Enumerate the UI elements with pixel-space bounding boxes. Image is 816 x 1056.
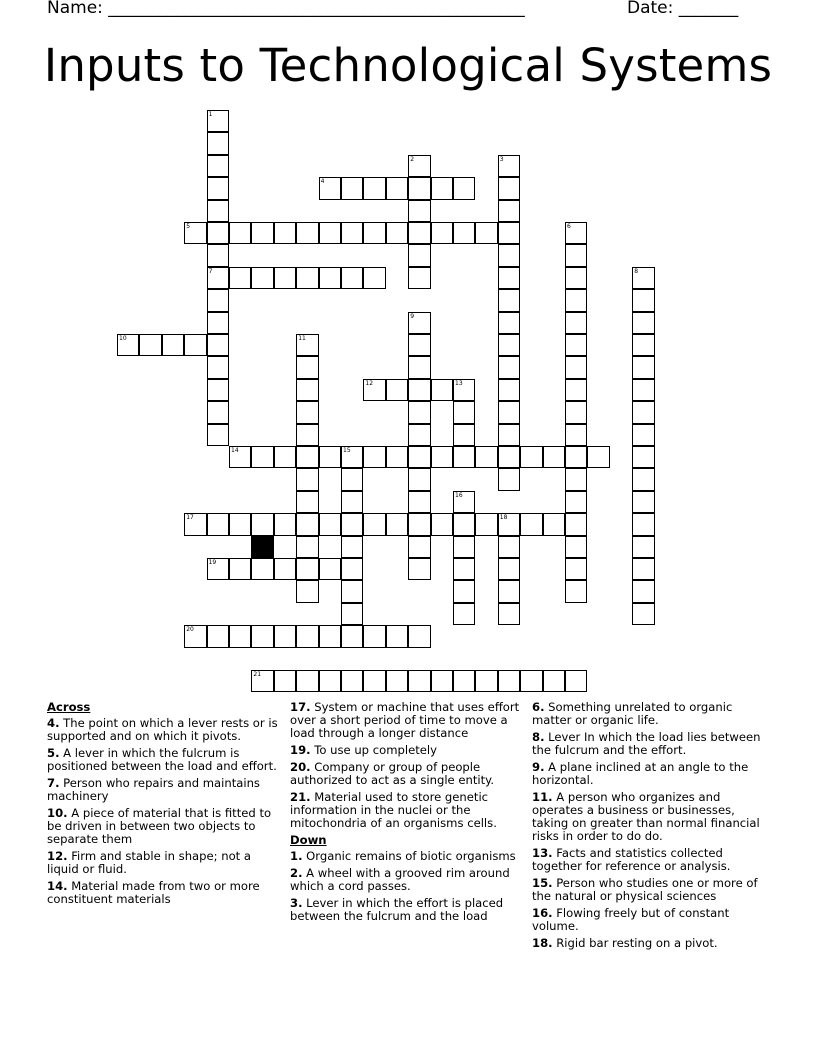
grid-cell[interactable] xyxy=(296,513,318,535)
shaded-cell xyxy=(251,536,273,558)
grid-cell[interactable] xyxy=(184,222,206,244)
grid-cell[interactable] xyxy=(207,200,229,222)
grid-cell[interactable] xyxy=(207,401,229,423)
down-clue xyxy=(290,850,526,863)
grid-cell[interactable] xyxy=(453,379,475,401)
grid-cell[interactable] xyxy=(408,625,430,647)
down-heading: Down xyxy=(290,833,327,847)
grid-cell[interactable] xyxy=(408,312,430,334)
grid-cell[interactable] xyxy=(475,446,497,468)
clue-text: Company or group of people authorized to act as a single entity. xyxy=(290,760,495,787)
grid-cell[interactable] xyxy=(251,446,273,468)
grid-cell[interactable] xyxy=(296,446,318,468)
grid-cell[interactable] xyxy=(453,401,475,423)
grid-cell[interactable] xyxy=(229,625,251,647)
grid-cell[interactable] xyxy=(453,536,475,558)
grid-cell[interactable] xyxy=(543,670,565,692)
clue-number: 3. xyxy=(290,896,303,910)
grid-cell[interactable] xyxy=(296,424,318,446)
cell-number: 9 xyxy=(410,312,415,320)
down-clue xyxy=(290,897,526,923)
across-clue xyxy=(47,777,281,803)
grid-cell[interactable] xyxy=(565,446,587,468)
grid-cell[interactable] xyxy=(408,222,430,244)
grid-cell[interactable] xyxy=(341,468,363,490)
cell-number: 7 xyxy=(208,267,213,275)
grid-cell[interactable] xyxy=(453,603,475,625)
grid-cell[interactable] xyxy=(408,424,430,446)
across-clue xyxy=(47,880,281,906)
cell-number: 16 xyxy=(455,491,463,499)
grid-cell[interactable] xyxy=(475,513,497,535)
clue-text: Lever in which the effort is placed between the fulcrum and the load xyxy=(290,896,504,923)
grid-cell[interactable] xyxy=(498,603,520,625)
grid-cell[interactable] xyxy=(498,177,520,199)
clue-text: Firm and stable in shape; not a liquid or fluid. xyxy=(47,849,252,876)
page-title: Inputs to Technological Systems xyxy=(43,39,773,92)
grid-cell[interactable] xyxy=(498,244,520,266)
grid-cell[interactable] xyxy=(296,580,318,602)
grid-cell[interactable] xyxy=(184,513,206,535)
grid-cell[interactable] xyxy=(386,446,408,468)
grid-cell[interactable] xyxy=(207,267,229,289)
grid-cell[interactable] xyxy=(520,446,542,468)
grid-cell[interactable] xyxy=(296,670,318,692)
grid-cell[interactable] xyxy=(453,670,475,692)
grid-cell[interactable] xyxy=(632,491,654,513)
grid-cell[interactable] xyxy=(207,222,229,244)
grid-cell[interactable] xyxy=(229,446,251,468)
across-clue xyxy=(290,791,526,830)
grid-cell[interactable] xyxy=(565,513,587,535)
grid-cell[interactable] xyxy=(319,558,341,580)
across-clue xyxy=(47,807,281,846)
grid-cell[interactable] xyxy=(565,244,587,266)
grid-cell[interactable] xyxy=(296,379,318,401)
across-clue xyxy=(290,761,526,787)
grid-cell[interactable] xyxy=(498,580,520,602)
grid-cell[interactable] xyxy=(408,513,430,535)
grid-cell[interactable] xyxy=(565,289,587,311)
clue-number: 4. xyxy=(47,716,60,730)
grid-cell[interactable] xyxy=(296,625,318,647)
grid-cell[interactable] xyxy=(341,670,363,692)
grid-cell[interactable] xyxy=(207,379,229,401)
clue-text: Lever In which the load lies between the fulcrum and the effort. xyxy=(532,730,761,757)
name-field[interactable]: Name: _________________________________________________ xyxy=(47,0,525,18)
clue-number: 18. xyxy=(532,936,553,950)
grid-cell[interactable] xyxy=(632,424,654,446)
grid-cell[interactable] xyxy=(408,558,430,580)
grid-cell[interactable] xyxy=(341,446,363,468)
clue-text: A person who organizes and operates a business or businesses, taking on greater than normal financial risks in order to do do. xyxy=(532,790,760,843)
grid-cell[interactable] xyxy=(632,513,654,535)
grid-cell[interactable] xyxy=(251,222,273,244)
grid-cell[interactable] xyxy=(632,379,654,401)
grid-cell[interactable] xyxy=(632,468,654,490)
grid-cell[interactable] xyxy=(408,244,430,266)
down-clue xyxy=(532,701,772,727)
cell-number: 21 xyxy=(253,671,262,678)
grid-cell[interactable] xyxy=(363,513,385,535)
down-clue xyxy=(290,867,526,893)
grid-cell[interactable] xyxy=(632,334,654,356)
grid-cell[interactable] xyxy=(229,558,251,580)
grid-cell[interactable] xyxy=(207,132,229,154)
grid-cell[interactable] xyxy=(274,558,296,580)
clue-number: 5. xyxy=(47,746,60,760)
grid-cell[interactable] xyxy=(341,603,363,625)
grid-cell[interactable] xyxy=(565,379,587,401)
grid-cell[interactable] xyxy=(251,625,273,647)
clue-text: Organic remains of biotic organisms xyxy=(306,849,516,863)
grid-cell[interactable] xyxy=(251,670,273,692)
clue-number: 14. xyxy=(47,879,68,893)
cell-number: 20 xyxy=(186,626,194,634)
grid-cell[interactable] xyxy=(632,401,654,423)
grid-cell[interactable] xyxy=(274,513,296,535)
grid-cell[interactable] xyxy=(431,379,453,401)
down-clue xyxy=(532,761,772,787)
across-clue xyxy=(47,747,281,773)
grid-cell[interactable] xyxy=(498,468,520,490)
grid-cell[interactable] xyxy=(498,222,520,244)
grid-cell[interactable] xyxy=(341,177,363,199)
grid-cell[interactable] xyxy=(408,536,430,558)
date-field[interactable]: Date: _______ xyxy=(627,0,739,18)
grid-cell[interactable] xyxy=(274,222,296,244)
grid-cell[interactable] xyxy=(632,312,654,334)
cell-number: 13 xyxy=(455,379,463,387)
grid-cell[interactable] xyxy=(565,356,587,378)
grid-cell[interactable] xyxy=(498,513,520,535)
grid-cell[interactable] xyxy=(207,558,229,580)
clue-number: 15. xyxy=(532,876,553,890)
clue-number: 8. xyxy=(532,730,545,744)
grid-cell[interactable] xyxy=(632,356,654,378)
grid-cell[interactable] xyxy=(229,267,251,289)
grid-cell[interactable] xyxy=(408,155,430,177)
grid-cell[interactable] xyxy=(498,289,520,311)
grid-cell[interactable] xyxy=(565,491,587,513)
grid-cell[interactable] xyxy=(408,379,430,401)
grid-cell[interactable] xyxy=(475,670,497,692)
grid-cell[interactable] xyxy=(274,267,296,289)
down-clue xyxy=(532,907,772,933)
grid-cell[interactable] xyxy=(632,558,654,580)
grid-cell[interactable] xyxy=(184,625,206,647)
grid-cell[interactable] xyxy=(207,244,229,266)
clue-number: 1. xyxy=(290,849,303,863)
clues-column-2 xyxy=(290,701,526,927)
cell-number: 18 xyxy=(499,514,508,522)
grid-cell[interactable] xyxy=(453,177,475,199)
grid-cell[interactable] xyxy=(408,401,430,423)
grid-cell[interactable] xyxy=(319,670,341,692)
cell-number: 14 xyxy=(231,447,239,454)
grid-cell[interactable] xyxy=(207,110,229,132)
grid-cell[interactable] xyxy=(587,446,609,468)
grid-cell[interactable] xyxy=(498,312,520,334)
grid-cell[interactable] xyxy=(341,558,363,580)
across-heading: Across xyxy=(47,700,91,714)
grid-cell[interactable] xyxy=(565,536,587,558)
grid-cell[interactable] xyxy=(498,334,520,356)
clue-text: Person who studies one or more of the natural or physical sciences xyxy=(532,876,758,903)
clue-text: To use up completely xyxy=(314,743,437,757)
clue-text: Material made from two or more constituent materials xyxy=(47,879,260,906)
grid-cell[interactable] xyxy=(363,177,385,199)
clue-number: 11. xyxy=(532,790,553,804)
grid-cell[interactable] xyxy=(565,558,587,580)
grid-cell[interactable] xyxy=(632,267,654,289)
grid-cell[interactable] xyxy=(207,289,229,311)
grid-cell[interactable] xyxy=(296,401,318,423)
grid-cell[interactable] xyxy=(498,155,520,177)
grid-cell[interactable] xyxy=(251,513,273,535)
grid-cell[interactable] xyxy=(632,289,654,311)
cell-number: 6 xyxy=(567,223,571,230)
grid-cell[interactable] xyxy=(341,580,363,602)
grid-cell[interactable] xyxy=(363,267,385,289)
grid-cell[interactable] xyxy=(408,334,430,356)
across-clue xyxy=(47,717,281,743)
grid-cell[interactable] xyxy=(296,356,318,378)
cell-number: 1 xyxy=(208,111,213,118)
grid-cell[interactable] xyxy=(363,446,385,468)
clue-number: 9. xyxy=(532,760,545,774)
grid-cell[interactable] xyxy=(453,491,475,513)
grid-cell[interactable] xyxy=(498,558,520,580)
cell-number: 3 xyxy=(499,155,504,163)
grid-cell[interactable] xyxy=(408,177,430,199)
grid-cell[interactable] xyxy=(207,424,229,446)
grid-cell[interactable] xyxy=(207,334,229,356)
grid-cell[interactable] xyxy=(565,580,587,602)
grid-cell[interactable] xyxy=(319,267,341,289)
grid-cell[interactable] xyxy=(207,177,229,199)
grid-cell[interactable] xyxy=(408,200,430,222)
grid-cell[interactable] xyxy=(408,670,430,692)
grid-cell[interactable] xyxy=(296,468,318,490)
across-clue xyxy=(47,850,281,876)
cell-number: 11 xyxy=(298,335,306,342)
grid-cell[interactable] xyxy=(363,222,385,244)
grid-cell[interactable] xyxy=(565,670,587,692)
cell-number: 8 xyxy=(634,267,639,275)
down-clue xyxy=(532,791,772,843)
clue-number: 13. xyxy=(532,846,553,860)
grid-cell[interactable] xyxy=(632,446,654,468)
clue-number: 17. xyxy=(290,700,311,714)
grid-cell[interactable] xyxy=(498,424,520,446)
grid-cell[interactable] xyxy=(274,625,296,647)
across-clue xyxy=(290,701,526,740)
grid-cell[interactable] xyxy=(543,446,565,468)
grid-cell[interactable] xyxy=(453,424,475,446)
grid-cell[interactable] xyxy=(431,222,453,244)
grid-cell[interactable] xyxy=(319,513,341,535)
grid-cell[interactable] xyxy=(341,267,363,289)
grid-cell[interactable] xyxy=(207,312,229,334)
down-clue xyxy=(532,877,772,903)
grid-cell[interactable] xyxy=(498,379,520,401)
grid-cell[interactable] xyxy=(543,513,565,535)
cell-number: 5 xyxy=(186,223,191,230)
grid-cell[interactable] xyxy=(408,446,430,468)
grid-cell[interactable] xyxy=(251,267,273,289)
cell-number: 19 xyxy=(208,559,217,566)
grid-cell[interactable] xyxy=(207,155,229,177)
clue-number: 7. xyxy=(47,776,60,790)
grid-cell[interactable] xyxy=(498,401,520,423)
grid-cell[interactable] xyxy=(431,177,453,199)
grid-cell[interactable] xyxy=(453,558,475,580)
grid-cell[interactable] xyxy=(453,580,475,602)
grid-cell[interactable] xyxy=(341,513,363,535)
grid-cell[interactable] xyxy=(229,222,251,244)
grid-cell[interactable] xyxy=(498,536,520,558)
grid-cell[interactable] xyxy=(386,222,408,244)
grid-cell[interactable] xyxy=(341,536,363,558)
clue-text: Material used to store genetic information in the nuclei or the mitochondria of an organisms cells. xyxy=(290,790,497,830)
grid-cell[interactable] xyxy=(117,334,139,356)
grid-cell[interactable] xyxy=(386,670,408,692)
grid-cell[interactable] xyxy=(386,625,408,647)
grid-cell[interactable] xyxy=(341,491,363,513)
cell-number: 2 xyxy=(410,155,415,163)
clue-text: System or machine that uses effort over a short period of time to move a load through a longer distance xyxy=(290,700,520,740)
grid-cell[interactable] xyxy=(296,334,318,356)
grid-cell[interactable] xyxy=(453,513,475,535)
grid-cell[interactable] xyxy=(431,446,453,468)
grid-cell[interactable] xyxy=(408,267,430,289)
grid-cell[interactable] xyxy=(319,625,341,647)
across-clue xyxy=(290,744,526,757)
grid-cell[interactable] xyxy=(296,491,318,513)
clue-number: 21. xyxy=(290,790,311,804)
grid-cell[interactable] xyxy=(341,625,363,647)
cell-number: 4 xyxy=(320,178,325,186)
grid-cell[interactable] xyxy=(565,401,587,423)
clue-number: 10. xyxy=(47,806,68,820)
grid-cell[interactable] xyxy=(319,177,341,199)
grid-cell[interactable] xyxy=(363,379,385,401)
grid-cell[interactable] xyxy=(565,267,587,289)
grid-cell[interactable] xyxy=(207,356,229,378)
grid-cell[interactable] xyxy=(296,558,318,580)
grid-cell[interactable] xyxy=(565,312,587,334)
grid-cell[interactable] xyxy=(632,603,654,625)
clue-text: Rigid bar resting on a pivot. xyxy=(556,936,718,950)
grid-cell[interactable] xyxy=(341,222,363,244)
grid-cell[interactable] xyxy=(565,468,587,490)
grid-cell[interactable] xyxy=(251,558,273,580)
grid-cell[interactable] xyxy=(386,379,408,401)
grid-cell[interactable] xyxy=(363,625,385,647)
clue-number: 2. xyxy=(290,866,303,880)
grid-cell[interactable] xyxy=(296,267,318,289)
grid-cell[interactable] xyxy=(408,468,430,490)
grid-cell[interactable] xyxy=(475,222,497,244)
grid-cell[interactable] xyxy=(319,446,341,468)
grid-cell[interactable] xyxy=(386,513,408,535)
clue-text: Facts and statistics collected together for reference or analysis. xyxy=(532,846,731,873)
grid-cell[interactable] xyxy=(386,177,408,199)
clue-text: The point on which a lever rests or is supported and on which it pivots. xyxy=(47,716,278,743)
grid-cell[interactable] xyxy=(498,200,520,222)
clue-text: Something unrelated to organic matter or organic life. xyxy=(532,700,733,727)
clue-number: 6. xyxy=(532,700,545,714)
grid-cell[interactable] xyxy=(565,424,587,446)
grid-cell[interactable] xyxy=(207,513,229,535)
clue-number: 19. xyxy=(290,743,311,757)
grid-cell[interactable] xyxy=(274,670,296,692)
grid-cell[interactable] xyxy=(453,222,475,244)
clues-column-3 xyxy=(532,701,772,954)
grid-cell[interactable] xyxy=(453,446,475,468)
grid-cell[interactable] xyxy=(498,356,520,378)
grid-cell[interactable] xyxy=(431,513,453,535)
grid-cell[interactable] xyxy=(363,670,385,692)
down-clue xyxy=(532,731,772,757)
cell-number: 15 xyxy=(343,447,351,454)
clue-text: A lever in which the fulcrum is positioned between the load and effort. xyxy=(47,746,277,773)
grid-cell[interactable] xyxy=(632,536,654,558)
cell-number: 12 xyxy=(365,379,374,387)
grid-cell[interactable] xyxy=(520,513,542,535)
grid-cell[interactable] xyxy=(139,334,161,356)
grid-cell[interactable] xyxy=(565,222,587,244)
grid-cell[interactable] xyxy=(229,513,251,535)
clue-number: 20. xyxy=(290,760,311,774)
grid-cell[interactable] xyxy=(632,580,654,602)
clue-text: Person who repairs and maintains machinery xyxy=(47,776,260,803)
clue-text: Flowing freely but of constant volume. xyxy=(532,906,730,933)
grid-cell[interactable] xyxy=(296,536,318,558)
grid-cell[interactable] xyxy=(274,446,296,468)
down-clue xyxy=(532,937,772,950)
grid-cell[interactable] xyxy=(296,222,318,244)
cell-number: 10 xyxy=(119,335,127,342)
clue-text: A wheel with a grooved rim around which a cord passes. xyxy=(290,866,510,893)
grid-cell[interactable] xyxy=(162,334,184,356)
grid-cell[interactable] xyxy=(565,334,587,356)
clue-number: 12. xyxy=(47,849,68,863)
down-clue xyxy=(532,847,772,873)
grid-cell[interactable] xyxy=(498,267,520,289)
clue-number: 16. xyxy=(532,906,553,920)
grid-cell[interactable] xyxy=(319,222,341,244)
cell-number: 17 xyxy=(186,514,194,522)
grid-cell[interactable] xyxy=(520,670,542,692)
grid-cell[interactable] xyxy=(498,670,520,692)
grid-cell[interactable] xyxy=(408,491,430,513)
clue-text: A plane inclined at an angle to the horizontal. xyxy=(532,760,749,787)
grid-cell[interactable] xyxy=(498,446,520,468)
grid-cell[interactable] xyxy=(431,670,453,692)
clues-column-1 xyxy=(47,701,281,910)
grid-cell[interactable] xyxy=(408,356,430,378)
grid-cell[interactable] xyxy=(207,625,229,647)
grid-cell[interactable] xyxy=(184,334,206,356)
clue-text: A piece of material that is fitted to be driven in between two objects to separate them xyxy=(47,806,272,846)
